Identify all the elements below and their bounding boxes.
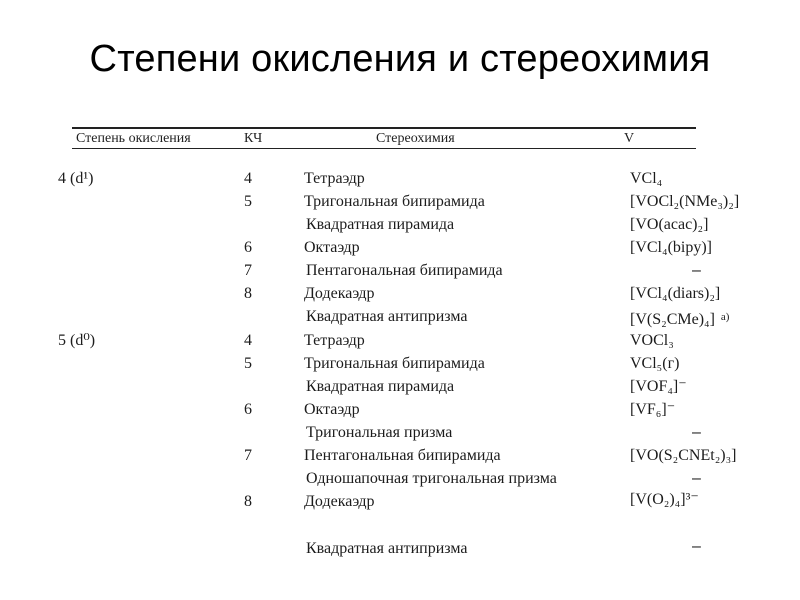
table-cell-stereochemistry: Пентагональная бипирамида [306, 262, 503, 279]
table-cell-stereochemistry: Одношапочная тригональная призма [306, 470, 557, 487]
table-cell-cn: 8 [244, 493, 252, 510]
table-cell-cn: 5 [244, 193, 252, 210]
table-cell-cn: 4 [244, 332, 252, 349]
table-cell-example: [VOF₄]⁻ [630, 378, 687, 395]
table-cell-example-dash: – [692, 538, 701, 555]
header-vanadium: V [624, 131, 635, 146]
table-header-rule [72, 148, 696, 149]
table-cell-example: [VF₆]⁻ [630, 401, 676, 418]
oxidation-state-label: 4 (d¹) [58, 170, 94, 187]
table-cell-stereochemistry: Тетраэдр [304, 332, 365, 349]
table-cell-example-dash: – [692, 470, 701, 487]
table-cell-stereochemistry: Тетраэдр [304, 170, 365, 187]
table-cell-example: [VCl₄(diars)₂] [630, 285, 721, 302]
table-cell-stereochemistry: Додекаэдр [304, 493, 375, 510]
slide-title: Степени окисления и стереохимия [89, 38, 711, 80]
table-cell-example: VCl₄ [630, 170, 663, 187]
table-cell-example: [V(O₂)₄]³⁻ [630, 491, 699, 508]
table-cell-example-with-note [630, 308, 729, 329]
table-cell-stereochemistry: Октаэдр [304, 239, 360, 256]
table-cell-stereochemistry: Тригональная бипирамида [304, 355, 485, 372]
header-oxidation-state: Степень окисления [76, 131, 191, 146]
table-cell-example: [VOCl₂(NMe₃)₂] [630, 193, 740, 210]
table-cell-example-dash: – [692, 262, 701, 279]
table-cell-stereochemistry: Квадратная антипризма [306, 308, 468, 325]
table-cell-stereochemistry: Квадратная антипризма [306, 540, 468, 557]
table-cell-stereochemistry: Додекаэдр [304, 285, 375, 302]
table-cell-cn: 7 [244, 262, 252, 279]
table-cell-example: VCl₅(г) [630, 355, 680, 372]
table-cell-cn: 8 [244, 285, 252, 302]
table-cell-example: VOCl₃ [630, 332, 674, 349]
table-cell-stereochemistry: Квадратная пирамида [306, 216, 455, 233]
header-coordination-number: КЧ [244, 131, 263, 146]
table-cell-example: [V(S₂CMe)₄] [630, 311, 715, 328]
table-cell-example-dash: – [692, 424, 701, 441]
footnote-marker: a) [720, 311, 730, 323]
table-cell-stereochemistry: Тригональная призма [306, 424, 453, 441]
table-cell-cn: 6 [244, 401, 252, 418]
oxidation-state-label: 5 (d⁰) [58, 332, 96, 349]
table-cell-stereochemistry: Тригональная бипирамида [304, 193, 485, 210]
table-cell-cn: 6 [244, 239, 252, 256]
header-stereochemistry: Стереохимия [376, 131, 455, 146]
table-cell-example: [VO(acac)₂] [630, 216, 709, 233]
table-top-rule [72, 127, 696, 129]
table-cell-example: [VO(S₂CNEt₂)₃] [630, 447, 737, 464]
table-cell-cn: 4 [244, 170, 252, 187]
table-cell-cn: 7 [244, 447, 252, 464]
table-cell-stereochemistry: Квадратная пирамида [306, 378, 455, 395]
table-cell-cn: 5 [244, 355, 252, 372]
table-cell-stereochemistry: Октаэдр [304, 401, 360, 418]
table-cell-stereochemistry: Пентагональная бипирамида [304, 447, 501, 464]
table-cell-example: [VCl₄(bipy)] [630, 239, 713, 256]
